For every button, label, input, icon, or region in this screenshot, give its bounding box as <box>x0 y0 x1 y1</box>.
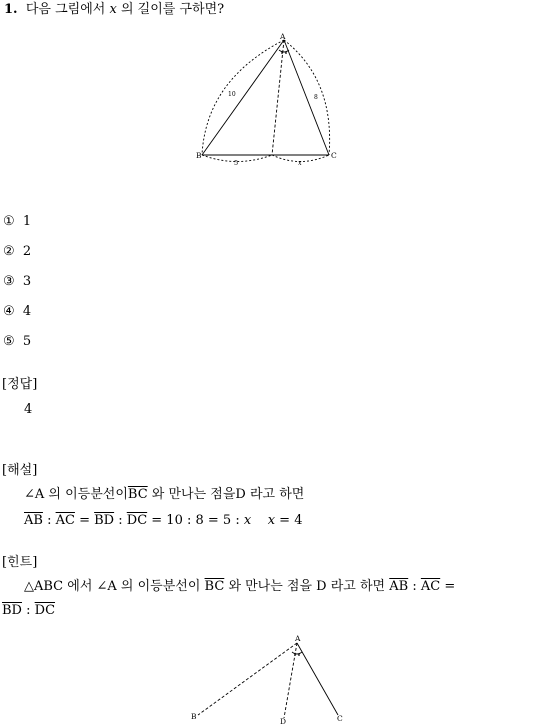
choice-mark: ⑤ <box>3 334 15 349</box>
segment-ac: $\overline{AC}$ <box>420 579 441 594</box>
label-bd: 5 <box>234 159 239 167</box>
hint-line-1: △ABC 에서 ∠A 의 이등분선이 $\overline{BC}$ 와 만나는 점을 D 라고 하면 $\overline{AB}$ : $\overline{AC}$ = <box>24 579 456 594</box>
choice-value: 2 <box>22 244 32 259</box>
label-ab: 10 <box>228 91 236 98</box>
hint-side-ac <box>297 643 338 715</box>
explanation-line-1: ∠A 의 이등분선이$\overline{BC}$ 와 만나는 점을D 라고 하면 <box>24 487 305 502</box>
hint-label-a: A <box>295 634 301 643</box>
angle-mark <box>279 50 289 52</box>
choice-value: 5 <box>22 334 32 349</box>
angle-dot-2 <box>285 52 287 54</box>
segment-ac: $\overline{AC}$ <box>55 513 75 528</box>
label-b: B <box>196 151 202 160</box>
question-text-a: 다음 그림에서 <box>25 2 106 17</box>
choice-value: 4 <box>22 304 32 319</box>
triangle-figure <box>0 0 534 180</box>
hint-angle-dot-2 <box>298 654 300 656</box>
answer-value: 4 <box>24 402 33 417</box>
choice-1[interactable] <box>3 215 31 228</box>
choice-value: 1 <box>22 214 32 229</box>
choice-mark: ① <box>3 214 15 229</box>
choice-mark: ③ <box>3 274 15 289</box>
label-ac: 8 <box>314 94 318 101</box>
label-dc: x <box>298 159 302 167</box>
hint-label-d: D <box>280 717 287 726</box>
choice-value: 3 <box>22 274 32 289</box>
question-number: 1. <box>4 2 18 17</box>
choice-4[interactable] <box>3 305 31 318</box>
segment-bc: $\overline{BC}$ <box>127 487 148 502</box>
question-var: x <box>109 2 117 17</box>
segment-bd: $\overline{BD}$ <box>94 513 115 528</box>
side-ab <box>202 40 284 155</box>
answer-heading: [정답] <box>2 377 38 392</box>
hint-side-ab <box>198 643 297 715</box>
hint-label-c: C <box>337 714 343 723</box>
hint-line-2: $\overline{BD}$ : $\overline{DC}$ <box>2 603 56 618</box>
label-c: C <box>331 151 337 160</box>
label-a: A <box>280 32 286 41</box>
explanation-heading: [해설] <box>2 463 38 478</box>
side-ac <box>284 40 329 155</box>
question-text-b: 의 길이를 구하면? <box>120 2 225 17</box>
segment-ab: $\overline{AB}$ <box>389 579 409 594</box>
segment-dc: $\overline{DC}$ <box>34 603 56 618</box>
hint-label-b: B <box>191 712 197 721</box>
hint-figure <box>0 626 534 726</box>
angle-dot-1 <box>281 52 283 54</box>
bisector-ad <box>272 40 284 155</box>
segment-ab: $\overline{AB}$ <box>24 513 43 528</box>
hint-heading: [힌트] <box>2 555 38 570</box>
choice-5[interactable] <box>3 335 31 348</box>
choice-mark: ② <box>3 244 15 259</box>
segment-dc: $\overline{DC}$ <box>126 513 148 528</box>
explanation-line-2: $\overline{AB}$ : $\overline{AC} = \overline{BD}$ : $\overline{DC} = 10$ : 8 = 5 : x x = 4 <box>24 513 303 528</box>
choice-3[interactable] <box>3 275 31 288</box>
choice-mark: ④ <box>3 304 15 319</box>
hint-angle-dot-1 <box>294 654 296 656</box>
hint-angle-mark <box>292 652 302 654</box>
segment-bc: $\overline{BC}$ <box>204 579 225 594</box>
choice-2[interactable] <box>3 245 31 258</box>
segment-bd: $\overline{BD}$ <box>2 603 22 618</box>
